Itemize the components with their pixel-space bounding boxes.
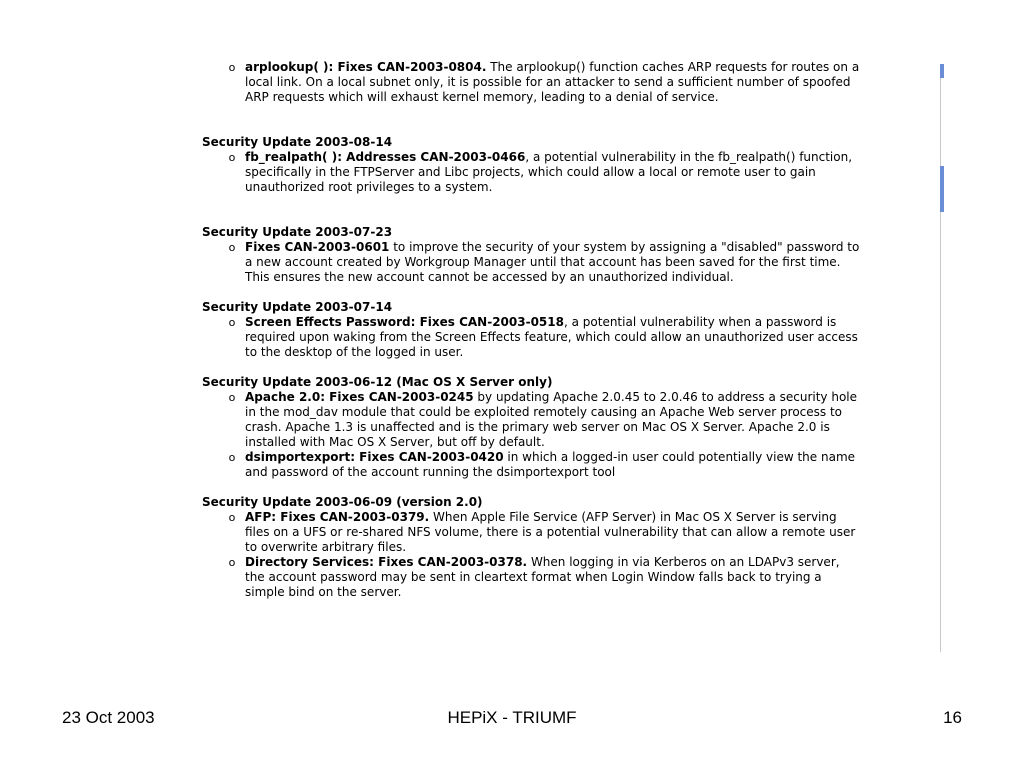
scroll-marker xyxy=(940,64,944,78)
bullet-icon: o xyxy=(228,511,236,524)
section-heading: Security Update 2003-06-12 (Mac OS X Server only) xyxy=(202,375,553,389)
section-2003-07-23 xyxy=(200,225,860,285)
item-lead: arplookup( ): Fixes CAN-2003-0804. xyxy=(245,60,487,74)
item-lead: fb_realpath( ): Addresses CAN-2003-0466 xyxy=(245,150,526,164)
list-item xyxy=(200,555,860,600)
footer-page-number: 16 xyxy=(943,708,962,727)
item-text: , a potential vulnerability when a password is required upon waking from the Screen Effects feature, which could allow an unauthorized user access to the desktop of the logged in user. xyxy=(245,315,858,359)
bullet-icon: o xyxy=(228,316,236,329)
item-text: to improve the security of your system by assigning a "disabled" password to a new account created by Workgroup Manager until that account has been saved for the first time. This ensures the new account cannot be accessed by an unauthorized individual. xyxy=(245,240,860,284)
bullet-icon: o xyxy=(228,151,236,164)
list-item xyxy=(200,450,860,480)
item-text: When Apple File Service (AFP Server) in Mac OS X Server is serving files on a UFS or re-shared NFS volume, there is a potential vulnerability that can allow a remote user to overwrite arbitrary files. xyxy=(245,510,856,554)
item-text: When logging in via Kerberos on an LDAPv3 server, the account password may be sent in cleartext format when Login Window falls back to trying a simple bind on the server. xyxy=(245,555,840,599)
list-item xyxy=(200,150,860,195)
section-2003-06-12 xyxy=(200,375,860,480)
section-arplookup xyxy=(200,60,860,105)
footer-date: 23 Oct 2003 xyxy=(62,708,155,727)
item-lead: dsimportexport: Fixes CAN-2003-0420 xyxy=(245,450,504,464)
list-item xyxy=(200,315,860,360)
bullet-list xyxy=(200,150,860,195)
bullet-icon: o xyxy=(228,241,236,254)
scrollbar-edge[interactable] xyxy=(940,64,945,652)
list-item xyxy=(200,390,860,450)
list-item xyxy=(200,510,860,555)
screenshot-content xyxy=(200,60,860,630)
section-2003-06-09 xyxy=(200,495,860,600)
bullet-list xyxy=(200,240,860,285)
bullet-icon: o xyxy=(228,556,236,569)
bullet-list xyxy=(200,315,860,360)
item-text: in which a logged-in user could potentially view the name and password of the account running the dsimportexport tool xyxy=(245,450,856,479)
footer-title: HEPiX - TRIUMF xyxy=(447,708,577,727)
bullet-list xyxy=(200,60,860,105)
item-lead: Directory Services: Fixes CAN-2003-0378. xyxy=(245,555,528,569)
section-heading: Security Update 2003-08-14 xyxy=(202,135,393,149)
item-lead: Apache 2.0: Fixes CAN-2003-0245 xyxy=(245,390,474,404)
section-2003-08-14 xyxy=(200,135,860,195)
item-text: The arplookup() function caches ARP requests for routes on a local link. On a local subnet only, it is possible for an attacker to send a sufficient number of spoofed ARP requests which will exhaust kernel memory, leading to a denial of service. xyxy=(245,60,860,104)
bullet-list xyxy=(200,510,860,600)
list-item xyxy=(200,60,860,105)
bullet-icon: o xyxy=(228,391,236,404)
section-heading: Security Update 2003-07-23 xyxy=(202,225,393,239)
bullet-icon: o xyxy=(228,61,236,74)
section-2003-07-14 xyxy=(200,300,860,360)
item-lead: AFP: Fixes CAN-2003-0379. xyxy=(245,510,430,524)
list-item xyxy=(200,240,860,285)
item-lead: Screen Effects Password: Fixes CAN-2003-0518 xyxy=(245,315,564,329)
scroll-marker xyxy=(940,166,944,212)
bullet-icon: o xyxy=(228,451,236,464)
bullet-list xyxy=(200,390,860,480)
section-heading: Security Update 2003-06-09 (version 2.0) xyxy=(202,495,483,509)
item-text: by updating Apache 2.0.45 to 2.0.46 to address a security hole in the mod_dav module that could be exploited remotely causing an Apache Web server process to crash. Apache 1.3 is unaffected and is the primary web server on Mac OS X Server. Apache 2.0 is installed with Mac OS X Server, but off by default. xyxy=(245,390,857,449)
item-lead: Fixes CAN-2003-0601 xyxy=(245,240,390,254)
item-text: , a potential vulnerability in the fb_realpath() function, specifically in the FTPServer and Libc projects, which could allow a local or remote user to gain unauthorized root privileges to a system. xyxy=(245,150,853,194)
section-heading: Security Update 2003-07-14 xyxy=(202,300,393,314)
